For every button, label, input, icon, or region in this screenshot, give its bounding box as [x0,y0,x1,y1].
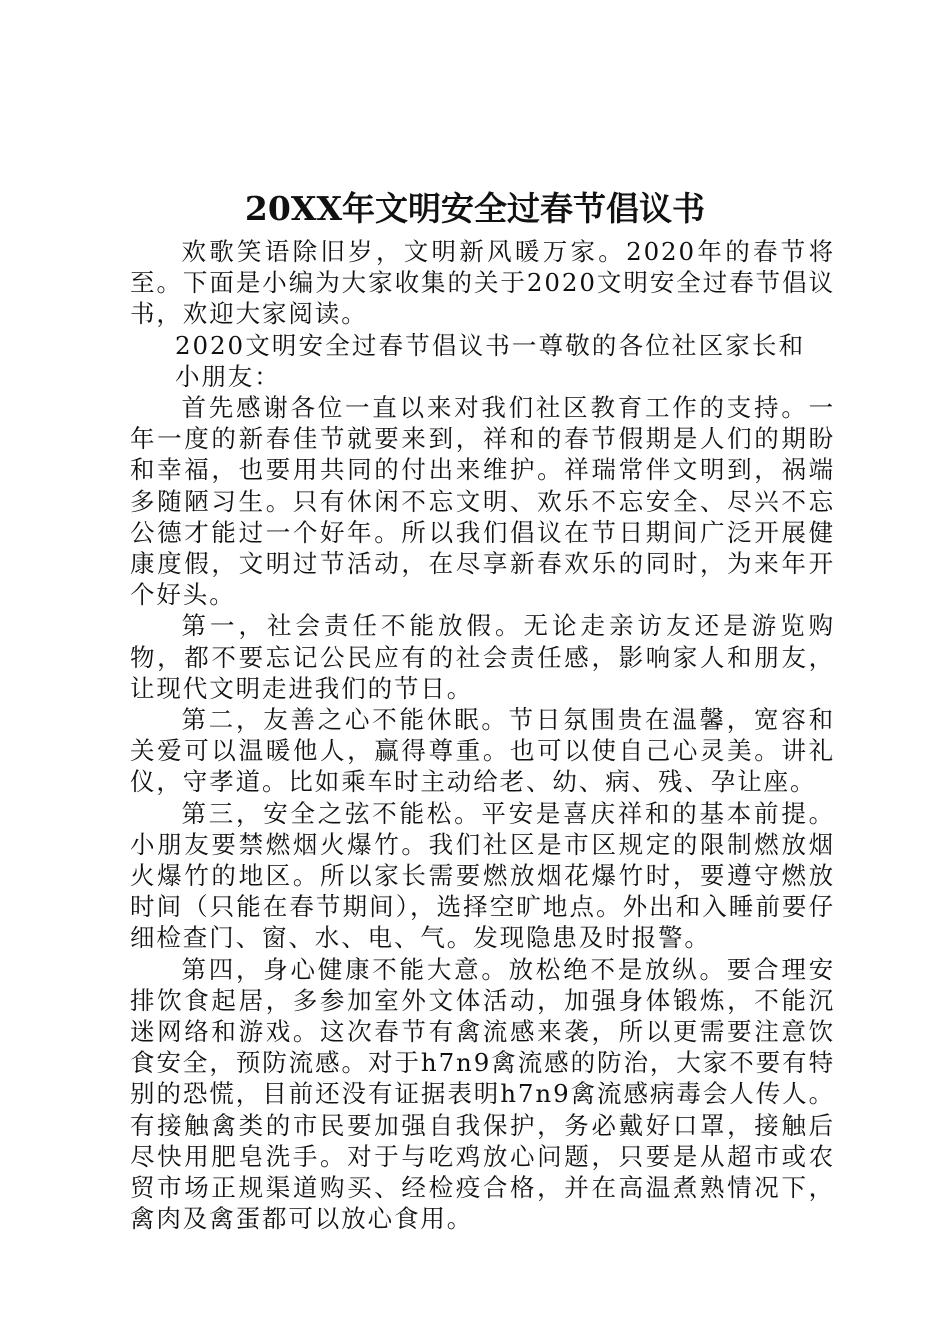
body-paragraph-second: 第二，友善之心不能休眠。节日氛围贵在温馨，宽容和关爱可以温暖他人，赢得尊重。也可以使自己心灵美。讲礼仪，守孝道。比如乘车时主动给老、幼、病、残、孕让座。 [130,705,835,797]
document-body [130,236,835,1235]
intro-paragraph: 欢歌笑语除旧岁，文明新风暖万家。2020年的春节将至。下面是小编为大家收集的关于2020文明安全过春节倡议书，欢迎大家阅读。 [130,237,835,329]
body-paragraph-thanks: 首先感谢各位一直以来对我们社区教育工作的支持。一年一度的新春佳节就要来到，祥和的春节假期是人们的期盼和幸福，也要用共同的付出来维护。祥瑞常伴文明到，祸端多随陋习生。只有休闲不忘文明、欢乐不忘安全、尽兴不忘公德才能过一个好年。所以我们倡议在节日期间广泛开展健康度假，文明过节活动，在尽享新春欢乐的同时，为来年开个好头。 [130,393,835,610]
body-paragraph-fourth: 第四，身心健康不能大意。放松绝不是放纵。要合理安排饮食起居，多参加室外文体活动，加强身体锻炼，不能沉迷网络和游戏。这次春节有禽流感来袭，所以更需要注意饮食安全，预防流感。对于h7n9禽流感的防治，大家不要有特别的恐慌，目前还没有证据表明h7n9禽流感病毒会人传人。有接触禽类的市民要加强自我保护，务必戴好口罩，接触后尽快用肥皂洗手。对于与吃鸡放心问题，只要是从超市或农贸市场正规渠道购买、经检疫合格，并在高温煮熟情况下，禽肉及禽蛋都可以放心食用。 [130,954,835,1234]
salutation-paragraph: 2020文明安全过春节倡议书一尊敬的各位社区家长和小朋友： [175,330,805,391]
body-paragraph-third: 第三，安全之弦不能松。平安是喜庆祥和的基本前提。小朋友要禁燃烟火爆竹。我们社区是市区规定的限制燃放烟火爆竹的地区。所以家长需要燃放烟花爆竹时，要遵守燃放时间（只能在春节期间），选择空旷地点。外出和入睡前要仔细检查门、窗、水、电、气。发现隐患及时报警。 [130,798,835,953]
body-paragraph-first: 第一，社会责任不能放假。无论走亲访友还是游览购物，都不要忘记公民应有的社会责任感，影响家人和朋友，让现代文明走进我们的节日。 [130,611,835,703]
document-title: 20XX年文明安全过春节倡议书 [244,189,706,228]
